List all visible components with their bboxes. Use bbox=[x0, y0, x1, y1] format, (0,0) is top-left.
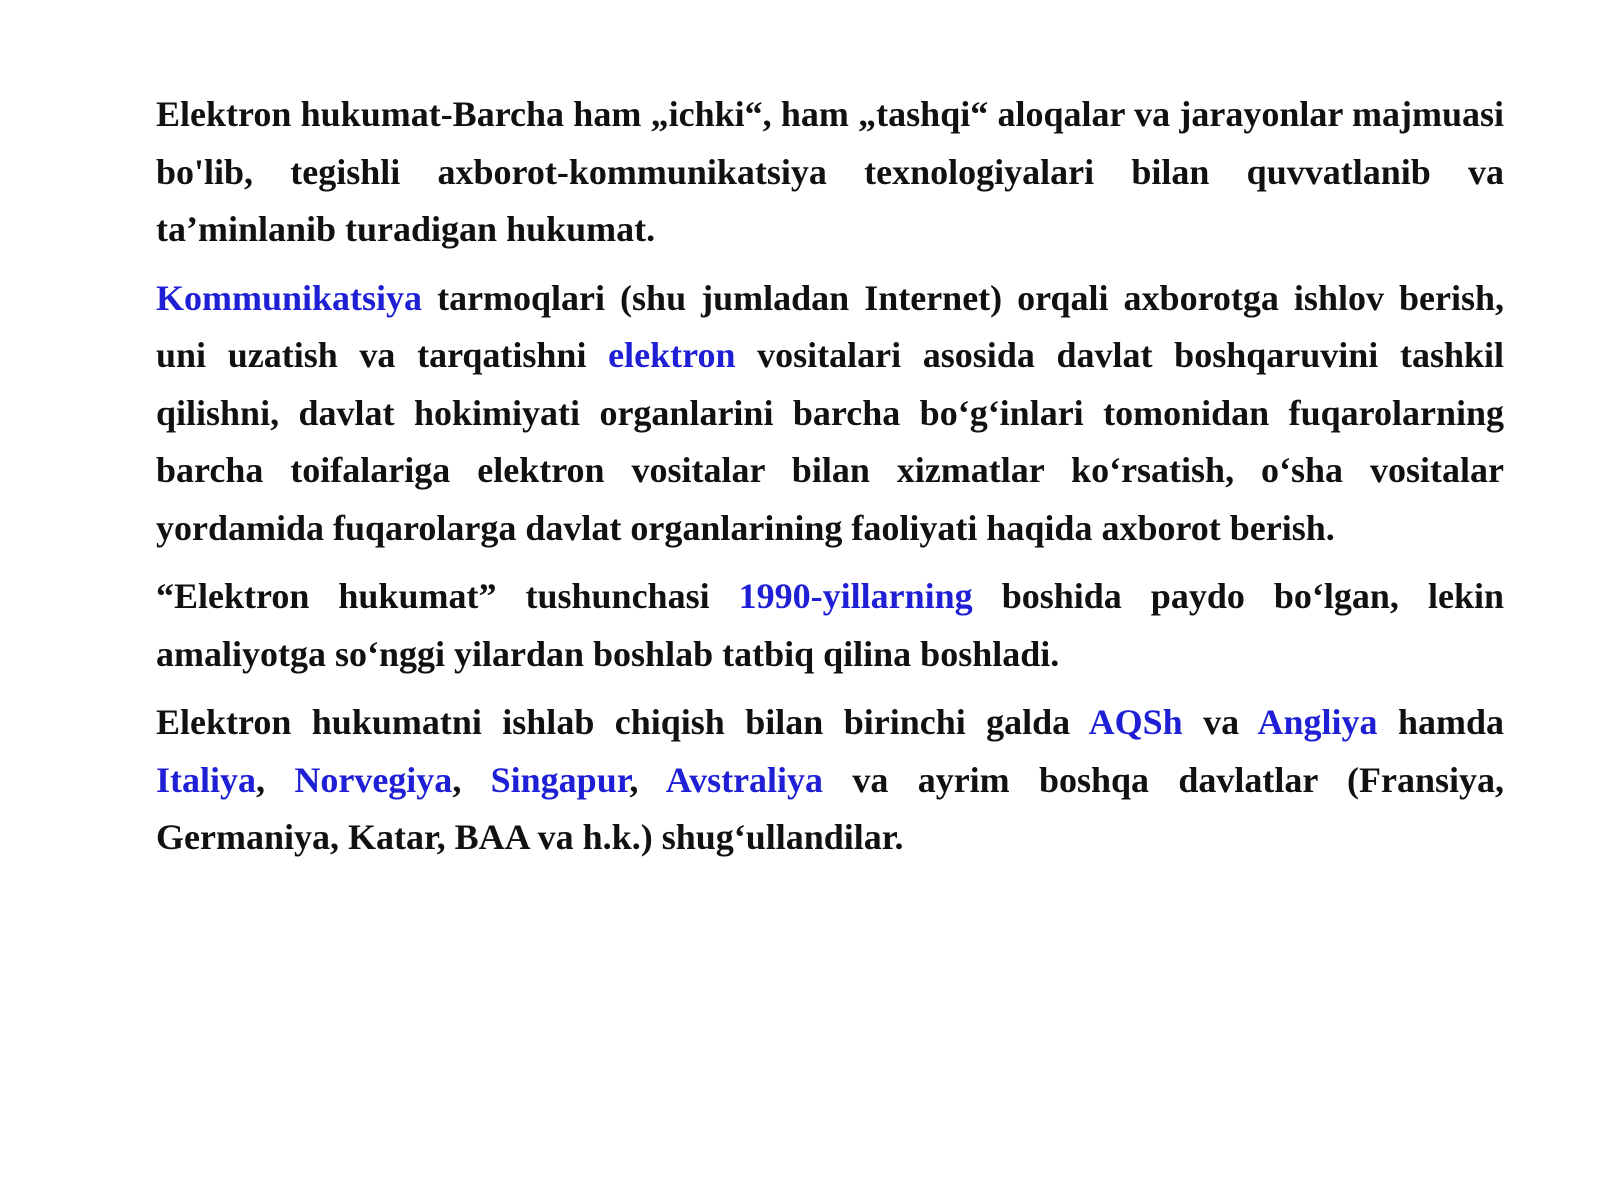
link-aqsh[interactable]: AQSh bbox=[1088, 702, 1183, 742]
paragraph-text: , bbox=[629, 759, 666, 800]
paragraph-definition bbox=[156, 86, 1504, 259]
slide-body bbox=[156, 86, 1504, 878]
paragraph-communication bbox=[156, 270, 1504, 558]
paragraph-countries bbox=[156, 694, 1504, 867]
paragraph-text: , bbox=[256, 759, 295, 800]
paragraph-text: , bbox=[452, 759, 491, 800]
link-kommunikatsiya[interactable]: Kommunikatsiya bbox=[156, 277, 423, 318]
link-avstraliya[interactable]: Avstraliya bbox=[665, 759, 824, 800]
paragraph-text: hamda bbox=[1377, 702, 1504, 742]
paragraph-text: tarmoqlari (shu jumladan Internet) orqali axborotga ishlov berish, uni uzatish va tarqatishni bbox=[156, 277, 1504, 375]
link-singapur[interactable]: Singapur bbox=[490, 759, 630, 800]
link-1990-yillarning[interactable]: 1990-yillarning bbox=[738, 576, 973, 616]
paragraph-text: Elektron hukumat-Barcha ham „ichki“, ham „tashqi“ aloqalar va jarayonlar majmuasi bo'lib, tegishli axborot-kommunikatsiya texnologiyalari bilan quvvatlanib va ta’minlanib turadigan hukumat. bbox=[156, 94, 1504, 249]
paragraph-history bbox=[156, 568, 1504, 683]
link-elektron[interactable]: elektron bbox=[608, 335, 736, 375]
link-angliya[interactable]: Angliya bbox=[1257, 702, 1378, 742]
paragraph-text: Elektron hukumatni ishlab chiqish bilan birinchi galda bbox=[156, 702, 1089, 742]
paragraph-text: “Elektron hukumat” tushunchasi bbox=[156, 576, 739, 616]
link-norvegiya[interactable]: Norvegiya bbox=[294, 759, 453, 800]
link-italiya[interactable]: Italiya bbox=[156, 759, 257, 800]
paragraph-text: va bbox=[1182, 702, 1258, 742]
paragraph-text: va ayrim boshqa davlatlar (Fransiya, Germaniya, Katar, BAA va h.k.) shug‘ullandilar. bbox=[156, 759, 1505, 857]
paragraph-text: vositalari asosida davlat boshqaruvini tashkil qilishni, davlat hokimiyati organlarini barcha bo‘g‘inlari tomonidan fuqarolarning barcha toifalariga elektron vositalar bilan xizmatlar ko‘rsatish, o‘sha vositalar yordamida fuqarolarga davlat organlarining faoliyati haqida axborot berish. bbox=[156, 335, 1505, 548]
paragraph-text: boshida paydo bo‘lgan, lekin amaliyotga so‘nggi yilardan boshlab tatbiq qilina boshladi. bbox=[156, 576, 1504, 674]
